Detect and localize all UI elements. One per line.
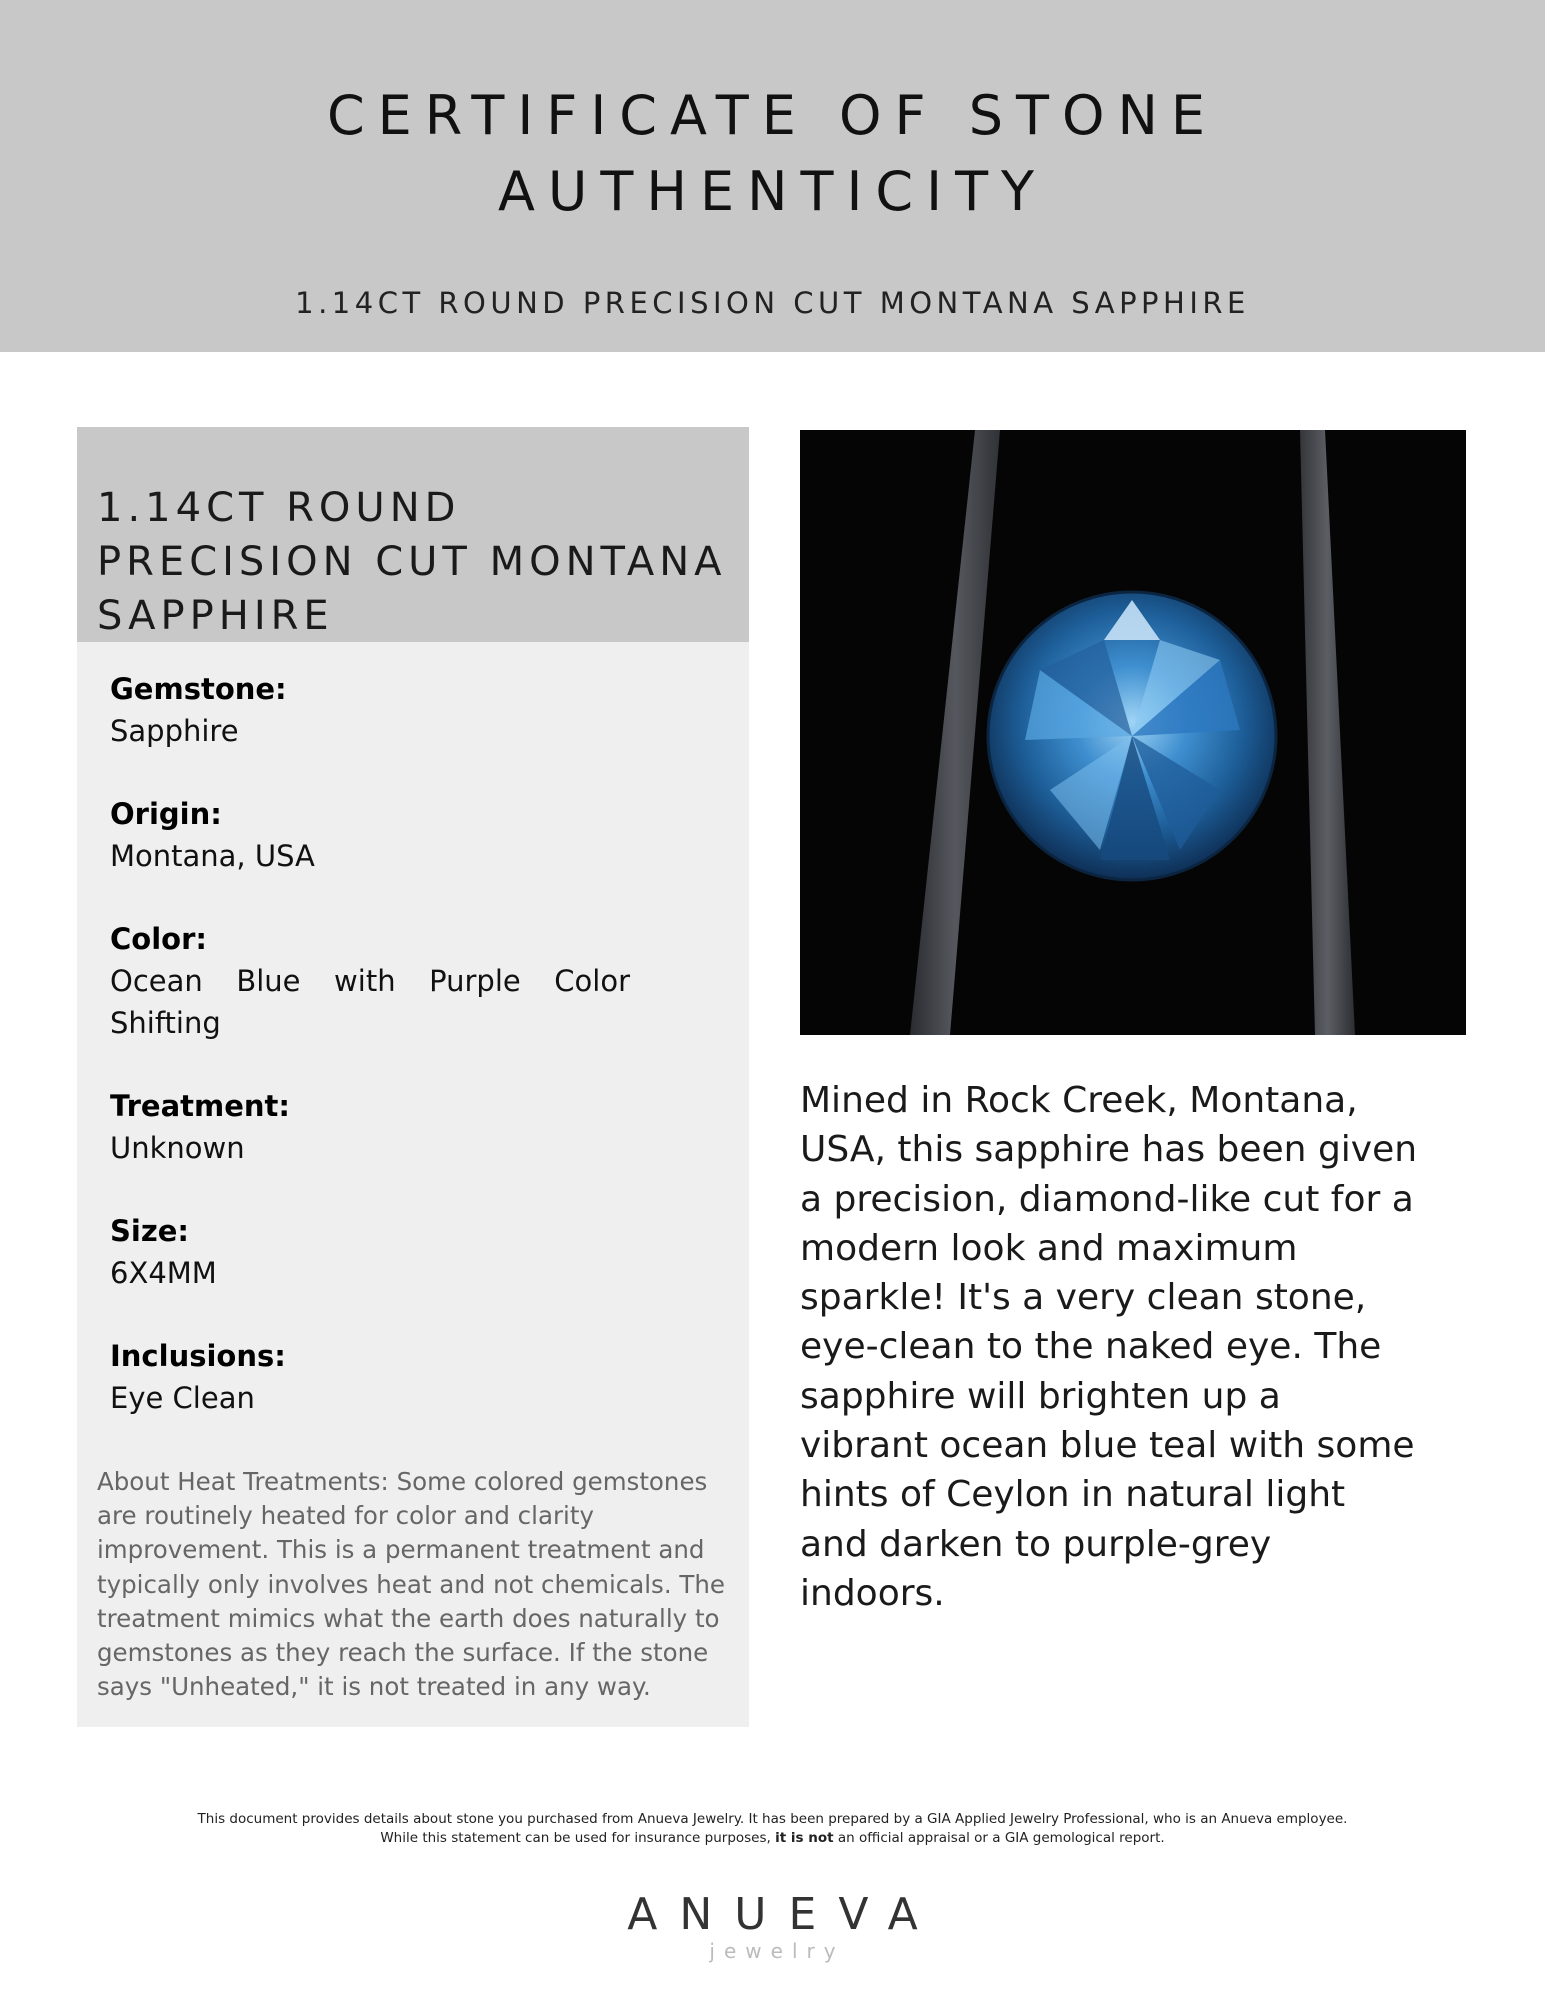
- footer-text-before: While this statement can be used for insurance purposes,: [380, 1830, 771, 1846]
- spec-treatment: [110, 1085, 710, 1169]
- stone-name: 1.14CT ROUND PRECISION CUT MONTANA SAPPHIRE: [97, 485, 727, 639]
- spec-label: Gemstone:: [110, 672, 287, 706]
- spec-value: 6X4MM: [110, 1256, 217, 1290]
- spec-label: Origin:: [110, 797, 222, 831]
- sapphire-in-tweezers-image: [800, 430, 1466, 1035]
- spec-inclusions: [110, 1335, 710, 1419]
- spec-color: [110, 918, 710, 1044]
- sapphire-gem: [988, 592, 1276, 880]
- spec-value: Montana, USA: [110, 839, 315, 873]
- footer-emphasis: it is not: [775, 1830, 834, 1846]
- certificate-title: [0, 78, 1545, 230]
- spec-value: Eye Clean: [110, 1381, 255, 1415]
- stone-details-panel: [77, 427, 749, 1727]
- certificate-subtitle: 1.14CT ROUND PRECISION CUT MONTANA SAPPHIRE: [295, 286, 1250, 320]
- brand-tagline: jewelry: [709, 1939, 845, 1963]
- spec-origin: [110, 793, 710, 877]
- spec-label: Treatment:: [110, 1089, 290, 1123]
- footer-disclaimer-line-2: [0, 1829, 1545, 1848]
- certificate-header: [0, 0, 1545, 352]
- stone-description: Mined in Rock Creek, Montana, USA, this sapphire has been given a precision, diamond-like cut for a modern look and maximum sparkle! It's a very clean stone, eye-clean to the naked eye. The sapphire will brighten up a vibrant ocean blue teal with some hints of Ceylon in natural light and darken to purple-grey indoors.: [800, 1080, 1418, 1614]
- spec-value: Unknown: [110, 1131, 245, 1165]
- brand-name: ANUEVA: [627, 1889, 940, 1940]
- stone-details-header: [77, 427, 749, 642]
- spec-value: Ocean Blue with Purple Color Shifting: [110, 964, 630, 1040]
- spec-value: Sapphire: [110, 714, 239, 748]
- certificate-title-line-1: CERTIFICATE OF STONE: [326, 84, 1219, 147]
- heat-treatment-note: About Heat Treatments: Some colored gemstones are routinely heated for color and clarity improvement. This is a permanent treatment and typically only involves heat and not chemicals. The treatment mimics what the earth does naturally to gemstones as they reach the surface. If the stone says "Unheated," it is not treated in any way.: [97, 1467, 725, 1702]
- footer-text-after: an official appraisal or a GIA gemological report.: [837, 1830, 1165, 1846]
- certificate-title-line-2: AUTHENTICITY: [497, 160, 1048, 223]
- footer-disclaimer-line-1: This document provides details about stone you purchased from Anueva Jewelry. It has been prepared by a GIA Applied Jewelry Professional, who is an Anueva employee.: [197, 1811, 1348, 1827]
- footer-disclaimer: [0, 1810, 1545, 1848]
- spec-label: Size:: [110, 1214, 189, 1248]
- spec-size: [110, 1210, 710, 1294]
- sapphire-photo: [800, 430, 1466, 1035]
- spec-label: Inclusions:: [110, 1339, 286, 1373]
- spec-label: Color:: [110, 922, 207, 956]
- brand-logo: [0, 1890, 1545, 1962]
- spec-gemstone: [110, 668, 710, 752]
